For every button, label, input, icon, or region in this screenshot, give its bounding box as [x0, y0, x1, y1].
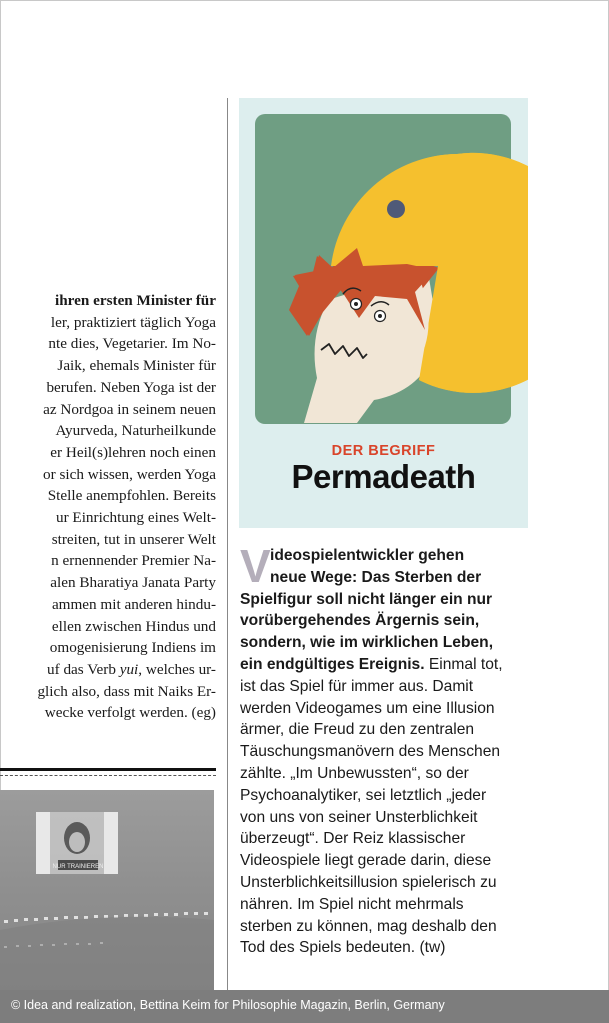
- article-line: [240, 850, 530, 872]
- article-normal: ärmer, die Freud zu den zentralen: [240, 721, 475, 739]
- article-line: [240, 763, 530, 785]
- credit-footer: [0, 990, 609, 1023]
- left-line-end: , welches ur-: [138, 660, 216, 678]
- left-line: er Heil(s)lehren noch einen: [50, 443, 216, 461]
- left-line: Jaik, ehemals Minister für: [57, 357, 216, 375]
- credit-text: © Idea and realization, Bettina Keim for Philosophie Magazin, Berlin, Germany: [11, 998, 445, 1012]
- article-bold: ein endgültiges Ereignis.: [240, 655, 425, 673]
- article-bold: ideospielentwickler gehen: [270, 547, 465, 564]
- article-normal: Unsterblichkeitsillusion spielerisch zu: [240, 873, 497, 891]
- left-line: ler, praktiziert täglich Yoga: [50, 313, 216, 331]
- left-line: az Nordgoa in seinem neuen: [43, 400, 216, 418]
- article-normal: nähren. Im Spiel nicht mehrmals: [240, 895, 464, 913]
- article-line: [240, 937, 530, 959]
- italic-word: yui: [119, 660, 139, 678]
- term-title: Permadeath: [291, 458, 476, 495]
- left-line: or sich wissen, werden Yoga: [43, 465, 216, 483]
- article-normal: Einmal tot,: [424, 655, 503, 673]
- left-line: Ayurveda, Naturheilkunde: [55, 422, 216, 440]
- left-column: [0, 290, 216, 724]
- article-normal: zählte. „Im Unbewussten“, so der: [240, 764, 469, 782]
- article-line: [240, 567, 530, 589]
- article-normal: sterben zu können, mag deshalb den: [240, 917, 497, 935]
- article-line: [240, 785, 530, 807]
- left-line: ur Einrichtung eines Welt-: [55, 509, 216, 527]
- article-line: [240, 610, 530, 632]
- left-line: ihren ersten Minister für: [55, 292, 216, 309]
- article-normal: Täuschungsmanövern des Menschen: [240, 743, 501, 761]
- article-line: [240, 828, 530, 850]
- article-line: [240, 719, 530, 741]
- pacman-eye: [387, 200, 405, 218]
- column-divider: [227, 98, 228, 990]
- section-rule-dashed: [0, 775, 216, 776]
- stadium-photo-graphic: [0, 790, 214, 990]
- article-body: [240, 540, 530, 959]
- left-line: alen Bharatiya Janata Party: [50, 574, 216, 592]
- article-line: [240, 698, 530, 720]
- illustration-box: [239, 98, 528, 528]
- stadium-photo: [0, 790, 214, 990]
- article-bold: vorübergehendes Ärgernis sein,: [240, 612, 480, 630]
- left-line: wecke verfolgt werden. (eg): [44, 704, 216, 722]
- article-normal: von uns von seiner Unsterblichkeit: [240, 808, 478, 826]
- article-normal: ist das Spiel für immer aus. Damit: [240, 677, 474, 695]
- section-rule: [0, 768, 216, 771]
- left-line: omogenisierung Indiens im: [49, 639, 216, 657]
- article-normal: Tod des Spiels bedeuten. (tw): [240, 939, 446, 957]
- left-line: ammen mit anderen hindu-: [51, 595, 216, 613]
- article-line: [240, 632, 530, 654]
- article-line: [240, 589, 530, 611]
- photo-caption: NUR TRAINIEREN: [52, 864, 104, 870]
- article-bold: sondern, wie im wirklichen Leben,: [240, 634, 494, 652]
- article-line: [240, 741, 530, 763]
- left-line: ellen zwischen Hindus und: [51, 617, 216, 635]
- article-normal: werden Videogames um eine Illusion: [240, 699, 495, 717]
- left-line: Stelle anempfohlen. Bereits: [47, 487, 216, 505]
- article-line: [240, 676, 530, 698]
- article-line: [240, 807, 530, 829]
- article-normal: Psychoanalytiker, sei letztlich „jeder: [240, 786, 487, 804]
- left-line: berufen. Neben Yoga ist der: [46, 378, 216, 396]
- article-bold: Spielfigur soll nicht länger ein nur: [240, 590, 493, 608]
- article-bold: neue Wege: Das Sterben der: [270, 568, 482, 586]
- article-line: [240, 872, 530, 894]
- left-line-start: uf das Verb: [47, 660, 120, 678]
- article-normal: überzeugt“. Der Reiz klassischer: [240, 830, 466, 848]
- left-line: glich also, dass mit Naiks Er-: [37, 682, 216, 700]
- left-line: nte dies, Vegetarier. Im No-: [48, 335, 216, 353]
- pacman-illustration: [239, 98, 528, 438]
- article-line: [240, 916, 530, 938]
- left-line: streiten, tut in unserer Welt: [51, 530, 216, 548]
- article-line: [240, 545, 530, 567]
- kicker-label: DER BEGRIFF: [331, 443, 436, 459]
- article-normal: Videospiele liegt gerade darin, diese: [240, 852, 492, 870]
- left-line: [0, 659, 216, 681]
- article-line: [240, 894, 530, 916]
- article-line: [240, 654, 530, 676]
- drop-cap: V: [240, 540, 271, 592]
- left-line: n ernennender Premier Na-: [51, 552, 216, 570]
